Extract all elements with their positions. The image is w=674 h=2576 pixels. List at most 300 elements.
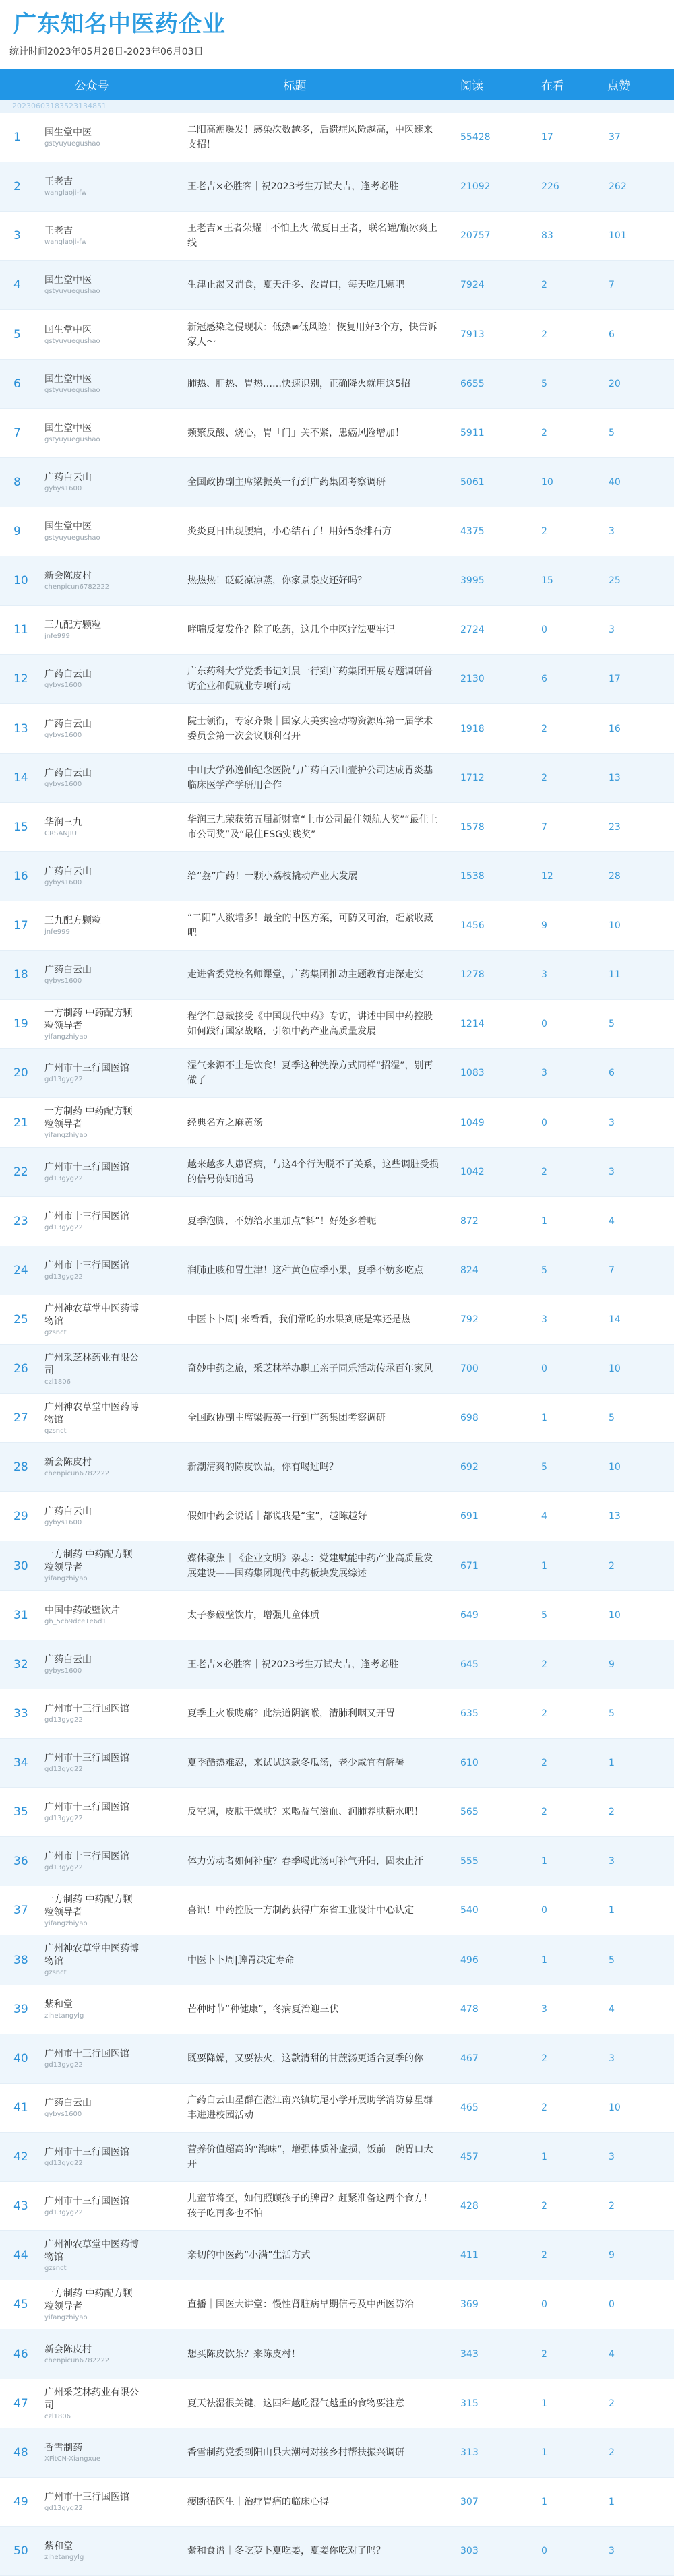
article-title-link[interactable]: 既要降燥，又要祛火，这款清甜的甘蔗汤更适合夏季的你 <box>187 2053 423 2064</box>
read-count: 1278 <box>460 969 485 980</box>
read-count: 313 <box>460 2447 479 2458</box>
table-row <box>0 2478 674 2527</box>
read-count: 1918 <box>460 723 485 734</box>
like-count: 262 <box>609 181 627 192</box>
watch-count: 2 <box>541 2201 547 2212</box>
account-name: 广州神农草堂中医药博物馆 <box>44 1943 139 1967</box>
article-title-link[interactable]: 润肺止咳和胃生津！这种黄色应季小果，夏季不妨多吃点 <box>187 1265 423 1276</box>
row-index: 47 <box>13 2397 28 2410</box>
account-id: gzsnct <box>44 1427 67 1435</box>
account-cell <box>42 1105 142 1140</box>
account-cell <box>42 2146 142 2168</box>
article-title-link[interactable]: 广东药科大学党委书记刘晨一行到广药集团开展专题调研普访企业和促就业专项行动 <box>187 666 433 692</box>
watch-count: 2 <box>541 1167 547 1178</box>
like-count: 10 <box>609 1363 621 1374</box>
account-name: 广州市十三行国医馆 <box>44 1211 129 1222</box>
row-index: 34 <box>13 1756 28 1770</box>
account-id: gybys1600 <box>44 1667 82 1675</box>
article-title-link[interactable]: 芒种时节“种健康”，冬病夏治迎三伏 <box>187 2004 339 2015</box>
like-count: 3 <box>609 2152 615 2162</box>
account-cell <box>42 1943 142 1977</box>
article-title-link[interactable]: 夏季泡脚，不妨给水里加点“料”！好处多着呢 <box>187 1216 377 1227</box>
table-row <box>0 2182 674 2231</box>
article-title-link[interactable]: 反空调，皮肤干燥肤？来喝益气滋血、润肺养肤糖水吧！ <box>187 1807 423 1817</box>
watch-count: 2 <box>541 2102 547 2113</box>
account-cell <box>42 1456 142 1478</box>
table-row <box>0 1739 674 1788</box>
account-name: 广药白云山 <box>44 669 92 680</box>
table-row <box>0 901 674 951</box>
account-cell <box>42 1260 142 1281</box>
article-title-link[interactable]: 肺热、肝热、胃热……快速识别，正确降火就用这5招 <box>187 379 410 389</box>
table-row <box>0 754 674 803</box>
account-cell <box>42 767 142 789</box>
table-row <box>0 2231 674 2280</box>
watch-count: 3 <box>541 2004 547 2015</box>
row-index: 3 <box>13 229 21 243</box>
read-count: 1083 <box>460 1068 485 1078</box>
watch-count: 0 <box>541 1019 547 1029</box>
table-body <box>0 113 674 2576</box>
table-row <box>0 261 674 310</box>
article-title-link[interactable]: 走进省委党校名师课堂，广药集团推动主题教育走深走实 <box>187 969 423 980</box>
table-row <box>0 1788 674 1837</box>
watch-count: 2 <box>541 280 547 290</box>
watch-count: 1 <box>541 2152 547 2162</box>
account-id: gybys1600 <box>44 731 82 739</box>
account-cell <box>42 225 142 247</box>
row-index: 49 <box>13 2495 28 2509</box>
like-count: 7 <box>609 280 615 290</box>
read-count: 691 <box>460 1511 479 1522</box>
read-count: 307 <box>460 2497 479 2507</box>
read-count: 555 <box>460 1856 479 1867</box>
account-name: 中国中药破壁饮片 <box>44 1605 120 1616</box>
table-row <box>0 1935 674 1985</box>
account-id: gd13gyg22 <box>44 1716 83 1724</box>
row-index: 33 <box>13 1707 28 1720</box>
table-row <box>0 113 674 162</box>
row-index: 28 <box>13 1460 28 1474</box>
account-cell <box>42 1303 142 1337</box>
like-count: 3 <box>609 1117 615 1128</box>
account-name: 一方制药 中药配方颗粒领导者 <box>44 2288 133 2312</box>
account-cell <box>42 964 142 986</box>
table-row <box>0 1098 674 1148</box>
account-id: yifangzhiyao <box>44 2313 88 2321</box>
account-cell <box>42 1549 142 1583</box>
header-watch: 在看 <box>541 79 564 93</box>
article-title-link[interactable]: 夏天祛湿很关键，这四种越吃湿气越重的食物要注意 <box>187 2398 404 2409</box>
watch-count: 2 <box>541 2053 547 2064</box>
read-count: 55428 <box>460 132 491 143</box>
article-title-link[interactable]: 中医卜卜周|脾胃决定寿命 <box>187 1954 295 1966</box>
article-title-link[interactable]: 儿童节将至，如何照顾孩子的脾胃？赶紧准备这两个食方！孩子吃再多也不怕 <box>187 2193 433 2219</box>
read-count: 428 <box>460 2201 479 2212</box>
account-name: 广药白云山 <box>44 1506 92 1517</box>
read-count: 21092 <box>460 181 491 192</box>
table-row <box>0 1394 674 1443</box>
watch-count: 1 <box>541 2398 547 2409</box>
article-title-link[interactable]: 广药白云山星群在湛江南兴镇坑尾小学开展助学消防募星群丰进进校园活动 <box>187 2095 433 2121</box>
read-count: 1538 <box>460 871 485 882</box>
read-count: 2130 <box>460 674 485 684</box>
article-title-link[interactable]: 夏季酷热难忍，来试试这款冬瓜汤，老少咸宜有解暑 <box>187 1758 404 1768</box>
watch-count: 9 <box>541 920 547 931</box>
row-index: 30 <box>13 1559 28 1573</box>
article-title-link[interactable]: 紫和食谱｜冬吃萝卜夏吃姜，夏姜你吃对了吗？ <box>187 2546 386 2556</box>
like-count: 5 <box>609 428 615 439</box>
like-count: 10 <box>609 2102 621 2113</box>
article-title-link[interactable]: 中山大学孙逸仙纪念医院与广药白云山壹护公司达成胃炎基临床医学产学研用合作 <box>187 765 433 791</box>
watch-count: 2 <box>541 773 547 783</box>
article-title-link[interactable]: 全国政协副主席梁振英一行到广药集团考察调研 <box>187 1413 386 1423</box>
header-like: 点赞 <box>607 79 630 93</box>
article-title-link[interactable]: 频繁反酸、烧心，胃「门」关不紧，患癌风险增加！ <box>187 428 404 439</box>
account-id: gd13gyg22 <box>44 1273 83 1281</box>
account-cell <box>42 1352 142 1386</box>
table-row <box>0 360 674 409</box>
account-name: 一方制药 中药配方颗粒领导者 <box>44 1549 133 1573</box>
like-count: 23 <box>609 822 621 833</box>
row-index: 14 <box>13 771 28 785</box>
row-index: 10 <box>13 574 28 587</box>
article-title-link[interactable]: 奇妙中药之旅，采芝林举办职工亲子同乐活动传承百年家风 <box>187 1363 433 1374</box>
article-title-link[interactable]: 香雪制药党委到阳山县大潮村对接乡村帮扶振兴调研 <box>187 2447 404 2458</box>
article-title-link[interactable]: 新潮清爽的陈皮饮品，你有喝过吗？ <box>187 1462 338 1473</box>
like-count: 11 <box>609 969 621 980</box>
article-title-link[interactable]: “二阳”人数增多！最全的中医方案，可防又可治，赶紧收藏吧 <box>187 913 433 938</box>
article-title-link[interactable]: 二阳高潮爆发！感染次数越多，后遗症风险越高，中医速来支招！ <box>187 125 433 150</box>
read-count: 7913 <box>460 329 485 340</box>
account-cell <box>42 1007 142 1041</box>
row-index: 26 <box>13 1362 28 1376</box>
table-row <box>0 1837 674 1886</box>
row-index: 37 <box>13 1904 28 1917</box>
account-id: yifangzhiyao <box>44 1033 88 1041</box>
row-index: 32 <box>13 1658 28 1671</box>
account-id: gd13gyg22 <box>44 2061 83 2069</box>
account-name: 三九配方颗粒 <box>44 620 101 631</box>
read-count: 465 <box>460 2102 479 2113</box>
account-cell <box>42 127 142 148</box>
article-title-link[interactable]: 哮喘反复发作？除了吃药，这几个中医疗法要牢记 <box>187 624 395 635</box>
article-title-link[interactable]: 王老吉×必胜客｜祝2023考生万试大吉，逢考必胜 <box>187 1659 399 1670</box>
like-count: 17 <box>609 674 621 684</box>
read-count: 5911 <box>460 428 485 439</box>
row-index: 27 <box>13 1411 28 1425</box>
account-cell <box>42 1894 142 1928</box>
account-cell <box>42 1605 142 1626</box>
watch-count: 17 <box>541 132 553 143</box>
account-name: 广州市十三行国医馆 <box>44 2049 129 2059</box>
account-id: chenpicun6782222 <box>44 2356 110 2364</box>
like-count: 14 <box>609 1314 621 1325</box>
account-cell <box>42 2195 142 2217</box>
table-row <box>0 2280 674 2329</box>
article-title-link[interactable]: 王老吉×王者荣耀｜不怕上火 做夏日王者，联名罐/瓶冰爽上线 <box>187 223 437 249</box>
row-index: 15 <box>13 820 28 834</box>
account-id: gstyuyuegushao <box>44 288 100 295</box>
article-title-link[interactable]: 体力劳动者如何补虚？春季喝此汤可补气升阳，固表止汗 <box>187 1856 423 1867</box>
row-index: 35 <box>13 1805 28 1819</box>
account-name: 广州神农草堂中医药博物馆 <box>44 2239 139 2263</box>
watch-count: 1 <box>541 1216 547 1227</box>
row-index: 38 <box>13 1953 28 1967</box>
account-name: 紫和堂 <box>44 2541 73 2552</box>
watch-count: 1 <box>541 1560 547 1572</box>
like-count: 1 <box>609 1905 615 1916</box>
account-id: gybys1600 <box>44 2111 82 2118</box>
read-count: 872 <box>460 1216 479 1227</box>
like-count: 28 <box>609 871 621 882</box>
read-count: 369 <box>460 2299 479 2310</box>
row-index: 50 <box>13 2544 28 2558</box>
table-row <box>0 409 674 458</box>
account-id: gd13gyg22 <box>44 1076 83 1083</box>
article-title-link[interactable]: 华润三九荣获第五届新财富“上市公司最佳领航人奖”“最佳上市公司奖”及“最佳ESG实践奖” <box>187 814 438 840</box>
stat-period: 统计时间2023年05月28日-2023年06月03日 <box>9 46 204 57</box>
account-name: 国生堂中医 <box>44 275 92 286</box>
watch-count: 0 <box>541 1363 547 1374</box>
like-count: 4 <box>609 2348 615 2360</box>
table-row <box>0 1591 674 1640</box>
read-count: 457 <box>460 2152 479 2162</box>
article-title-link[interactable]: 全国政协副主席梁振英一行到广药集团考察调研 <box>187 477 386 488</box>
article-title-link[interactable]: 夏季上火喉咙痛？此法道阴润喉，清肺利咽又开胃 <box>187 1708 395 1719</box>
article-title-link[interactable]: 热热热！砭砭凉凉蒸，你家景泉皮还好吗？ <box>187 575 367 586</box>
account-cell <box>42 2491 142 2513</box>
account-id: gstyuyuegushao <box>44 436 100 443</box>
read-count: 2724 <box>460 624 485 635</box>
row-index: 45 <box>13 2298 28 2311</box>
account-id: gd13gyg22 <box>44 1766 83 1773</box>
account-cell <box>42 472 142 493</box>
article-title-link[interactable]: 假如中药会说话｜都说我是“宝”，越陈越好 <box>187 1511 367 1522</box>
article-title-link[interactable]: 想买陈皮饮茶？来陈皮村！ <box>187 2348 301 2360</box>
account-cell <box>42 570 142 591</box>
account-cell <box>42 2442 142 2464</box>
article-title-link[interactable]: 瘿断循医生｜治疗胃痛的临床心得 <box>187 2497 329 2507</box>
like-count: 3 <box>609 526 615 537</box>
like-count: 101 <box>609 230 627 241</box>
like-count: 13 <box>609 1511 621 1522</box>
like-count: 10 <box>609 1462 621 1473</box>
account-cell <box>42 2540 142 2562</box>
row-index: 29 <box>13 1510 28 1523</box>
table-row <box>0 1443 674 1492</box>
watch-count: 2 <box>541 2348 547 2360</box>
row-index: 20 <box>13 1066 28 1080</box>
account-id: gd13gyg22 <box>44 2209 83 2216</box>
article-title-link[interactable]: 媒体聚焦｜《企业文明》杂志：党建赋能中药产业高质量发展建设——国药集团现代中药板块发展综述 <box>187 1553 433 1579</box>
like-count: 9 <box>609 1659 615 1670</box>
article-title-link[interactable]: 给“荔”广药！一颗小荔枝撬动产业大发展 <box>187 871 358 882</box>
table-row <box>0 2034 674 2084</box>
table-row <box>0 1886 674 1935</box>
table-row <box>0 1246 674 1295</box>
table-row <box>0 1000 674 1049</box>
article-title-link[interactable]: 营养价值超高的“海味”，增强体质补虚损，饭前一碗胃口大开 <box>187 2144 433 2170</box>
like-count: 3 <box>609 2546 615 2556</box>
row-index: 5 <box>13 327 21 342</box>
watch-count: 3 <box>541 1068 547 1078</box>
row-index: 31 <box>13 1609 28 1622</box>
account-id: wanglaoji-fw <box>44 238 87 246</box>
account-cell <box>42 274 142 296</box>
account-id: gybys1600 <box>44 485 82 492</box>
row-index: 42 <box>13 2150 28 2164</box>
article-title-link[interactable]: 院士领衔，专家齐聚｜国家大美实验动物资源库第一届学术委员会第一次会议顺利召开 <box>187 715 433 742</box>
header-title: 标题 <box>283 79 307 93</box>
like-count: 16 <box>609 723 621 734</box>
table-row <box>0 2527 674 2576</box>
table-row <box>0 852 674 901</box>
account-name: 香雪制药 <box>44 2443 82 2453</box>
article-title-link[interactable]: 亲切的中医药“小满”生活方式 <box>187 2250 311 2261</box>
read-count: 540 <box>460 1905 479 1916</box>
page-header <box>0 0 674 69</box>
watch-count: 15 <box>541 575 553 586</box>
table-row <box>0 2379 674 2428</box>
like-count: 3 <box>609 2053 615 2064</box>
article-title-link[interactable]: 喜讯！中药控股一方制药获得广东省工业设计中心认定 <box>187 1905 414 1916</box>
account-id: gybys1600 <box>44 1519 82 1526</box>
account-name: 广州市十三行国医馆 <box>44 1704 129 1714</box>
account-cell <box>42 1062 142 1084</box>
table-row <box>0 1689 674 1739</box>
account-cell <box>42 1211 142 1232</box>
like-count: 2 <box>609 1807 615 1817</box>
account-cell <box>42 718 142 740</box>
article-title-link[interactable]: 生津止渴又消食，夏天汗多、没胃口，每天吃几颗吧 <box>187 280 404 290</box>
row-index: 7 <box>13 426 21 440</box>
watch-count: 7 <box>541 822 547 833</box>
account-name: 国生堂中医 <box>44 521 92 532</box>
row-index: 16 <box>13 870 28 883</box>
read-count: 671 <box>460 1560 479 1572</box>
article-title-link[interactable]: 程学仁总裁接受《中国现代中药》专访，讲述中国中药控股如何践行国家战略，引领中药产业高质量发展 <box>187 1011 433 1037</box>
table-row <box>0 458 674 507</box>
read-count: 1456 <box>460 920 485 931</box>
read-count: 3995 <box>460 575 485 586</box>
account-name: 华润三九 <box>44 817 82 828</box>
article-title-link[interactable]: 新冠感染之侵现状：低热≠低风险！恢复用好3个方，快告诉家人～ <box>187 321 437 348</box>
account-name: 广药白云山 <box>44 718 92 730</box>
account-name: 广药白云山 <box>44 965 92 975</box>
table-row <box>0 2329 674 2379</box>
account-name: 广州市十三行国医馆 <box>44 1802 129 1813</box>
account-id: XFitCN-Xiangxue <box>44 2455 100 2463</box>
watch-count: 6 <box>541 674 547 684</box>
account-id: czl1806 <box>44 1378 71 1386</box>
like-count: 10 <box>609 920 621 931</box>
account-cell <box>42 866 142 887</box>
account-id: jnfe999 <box>44 928 70 936</box>
table-row <box>0 1148 674 1197</box>
watch-count: 5 <box>541 379 547 389</box>
article-title-link[interactable]: 湿气来源不止是饮食！夏季这种洗澡方式同样“招湿”，别再做了 <box>187 1060 433 1086</box>
account-name: 广药白云山 <box>44 2098 92 2108</box>
account-name: 广药白云山 <box>44 1654 92 1665</box>
table-row <box>0 2084 674 2133</box>
account-id: yifangzhiyao <box>44 1132 88 1139</box>
watch-count: 3 <box>541 969 547 980</box>
account-cell <box>42 1999 142 2020</box>
account-name: 国生堂中医 <box>44 423 92 434</box>
account-id: gzsnct <box>44 1969 67 1976</box>
read-count: 1578 <box>460 822 485 833</box>
watch-count: 0 <box>541 1117 547 1128</box>
account-name: 广州市十三行国医馆 <box>44 2196 129 2207</box>
account-name: 广州市十三行国医馆 <box>44 1063 129 1074</box>
account-name: 广药白云山 <box>44 768 92 779</box>
watch-count: 12 <box>541 871 553 882</box>
account-name: 广州神农草堂中医药博物馆 <box>44 1401 139 1425</box>
account-id: gd13gyg22 <box>44 2505 83 2512</box>
row-index: 2 <box>13 180 21 193</box>
account-id: gstyuyuegushao <box>44 337 100 345</box>
read-count: 4375 <box>460 526 485 537</box>
like-count: 25 <box>609 575 621 586</box>
page-title: 广东知名中医药企业 <box>13 11 226 38</box>
account-name: 一方制药 中药配方颗粒领导者 <box>44 1894 133 1918</box>
header-read: 阅读 <box>460 79 483 93</box>
account-cell <box>42 1161 142 1183</box>
table-row <box>0 1345 674 1394</box>
watermark-text: 20230603183523134851 <box>0 100 674 113</box>
read-count: 1042 <box>460 1167 485 1178</box>
like-count: 4 <box>609 2004 615 2015</box>
row-index: 40 <box>13 2052 28 2065</box>
article-title-link[interactable]: 炎炎夏日出现腰痛，小心结石了！用好5条排石方 <box>187 526 392 537</box>
article-title-link[interactable]: 经典名方之麻黄汤 <box>187 1117 263 1128</box>
watch-count: 2 <box>541 1807 547 1817</box>
article-title-link[interactable]: 越来越多人患肾病，与这4个行为脱不了关系，这些调脏受损的信号你知道吗 <box>187 1159 439 1185</box>
account-cell <box>42 1703 142 1725</box>
watch-count: 5 <box>541 1610 547 1621</box>
account-name: 广州市十三行国医馆 <box>44 1260 129 1271</box>
watch-count: 10 <box>541 477 553 488</box>
watch-count: 2 <box>541 1758 547 1768</box>
table-row <box>0 606 674 655</box>
article-title-link[interactable]: 中医卜卜周| 来看看，我们常吃的水果到底是寒还是热 <box>187 1314 411 1325</box>
row-index: 39 <box>13 2003 28 2016</box>
watch-count: 1 <box>541 1954 547 1966</box>
article-title-link[interactable]: 太子参破壁饮片，增强儿童体质 <box>187 1610 319 1621</box>
watch-count: 2 <box>541 329 547 340</box>
row-index: 36 <box>13 1855 28 1868</box>
table-row <box>0 310 674 360</box>
account-id: CRSANJIU <box>44 830 78 837</box>
account-cell <box>42 2344 142 2365</box>
watch-count: 5 <box>541 1265 547 1276</box>
account-id: zihetangylg <box>44 2012 84 2020</box>
read-count: 5061 <box>460 477 485 488</box>
account-cell <box>42 668 142 690</box>
like-count: 3 <box>609 624 615 635</box>
like-count: 3 <box>609 1167 615 1178</box>
watch-count: 1 <box>541 2447 547 2458</box>
row-index: 13 <box>13 721 28 736</box>
read-count: 343 <box>460 2348 479 2360</box>
article-title-link[interactable]: 直播｜国医大讲堂：慢性肾脏病早期信号及中西医防治 <box>187 2299 414 2310</box>
like-count: 0 <box>609 2299 615 2310</box>
table-row <box>0 556 674 606</box>
watch-count: 1 <box>541 1856 547 1867</box>
article-title-link[interactable]: 王老吉×必胜客｜祝2023考生万试大吉，逢考必胜 <box>187 181 399 192</box>
account-name: 广州神农草堂中医药博物馆 <box>44 1303 139 1327</box>
